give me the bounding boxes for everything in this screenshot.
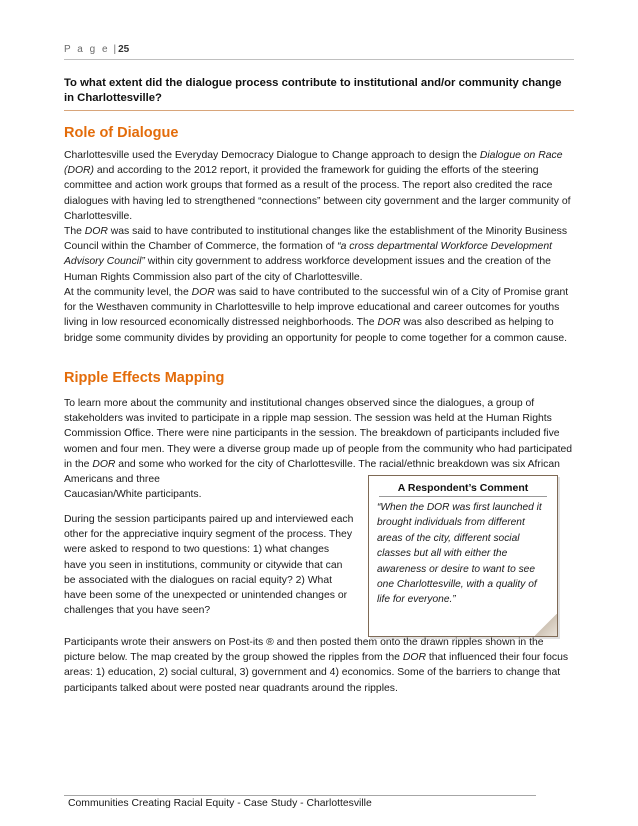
footer-rule [64,795,536,796]
callout-title-rule [379,496,547,497]
page-header [64,44,129,55]
page-number: 25 [118,44,130,55]
heading-ripple-effects-mapping: Ripple Effects Mapping [64,370,225,386]
paragraph-role-3: At the community level, the DOR was said to have contributed to the successful win of a City of Promise grant for the Westhaven community in Charlottesville to help improve educational and career outcomes for youths living in low resourced economically distressed neighborhoods. The DOR was also described as helping to bridge some community divides by providing an opportunity for people to come together for a common cause. [64,287,569,344]
page-separator: | [113,44,117,55]
paragraph-ripple-1: To learn more about the community and institutional changes observed since the dialogues, a group of stakeholders was invited to participate in a ripple map session. The session was held at the Human Rights Commission Office. There were nine participants in the session. The breakdown of participants included five women and four men. They were a diverse group made up of people from the community who had participated in the DOR and some who worked for the city of Charlottesville. The racial/ethnic breakdown was six African Americans and three Caucasian/White participants. [64,398,573,501]
page-footer: Communities Creating Racial Equity - Case Study - Charlottesville [68,798,372,809]
page-label: P a g e [64,44,110,55]
section-question: To what extent did the dialogue process contribute to institutional and/or community change in Charlottesville? [64,77,562,104]
header-rule [64,59,574,60]
callout-quote: “When the DOR was first launched it brought individuals from different areas of the city, different social classes but all with either the awareness or desire to want to see one Charlottesville, with a quality of life for everyone.” [377,502,542,606]
question-rule [64,110,574,111]
respondent-comment-callout [368,475,558,637]
paragraph-ripple-3: Participants wrote their answers on Post-its ® and then posted them onto the drawn ripples shown in the picture below. The map created by the group showed the ripples from the DOR that influenced their four focus areas: 1) education, 2) social cultural, 3) government and 4) economics. Some of the barriers to change that participants talked about were posted near quadrants around the ripples. [64,637,569,694]
callout-title: A Respondent’s Comment [397,482,529,494]
paragraph-role-1: Charlottesville used the Everyday Democracy Dialogue to Change approach to design the Dialogue on Race (DOR) and according to the 2012 report, it provided the framework for guiding the efforts of the steering committee and action work groups that formed as a result of the process. The report also credited the race dialogues with having led to strengthened “connections” between city government and the larger community of Charlottesville. [64,150,571,222]
paragraph-ripple-2: During the session participants paired up and interviewed each other for the appreciative inquiry segment of the process. They were asked to respond to two questions: 1) what changes have you seen in institutions, community or citywide that can be associated with the dialogues on racial equity? 2) What have been some of the unexpected or unintended changes or challenges that you have seen? [64,514,354,617]
callout-folded-corner [535,614,557,636]
heading-role-of-dialogue: Role of Dialogue [64,125,179,141]
paragraph-role-2: The DOR was said to have contributed to institutional changes like the establishment of the Minority Business Council within the Chamber of Commerce, the formation of “a cross departmental Workforce Development Advisory Council” within city government to address workforce development issues and the creation of the Human Rights Commission also part of the city of Charlottesville. [64,226,568,283]
